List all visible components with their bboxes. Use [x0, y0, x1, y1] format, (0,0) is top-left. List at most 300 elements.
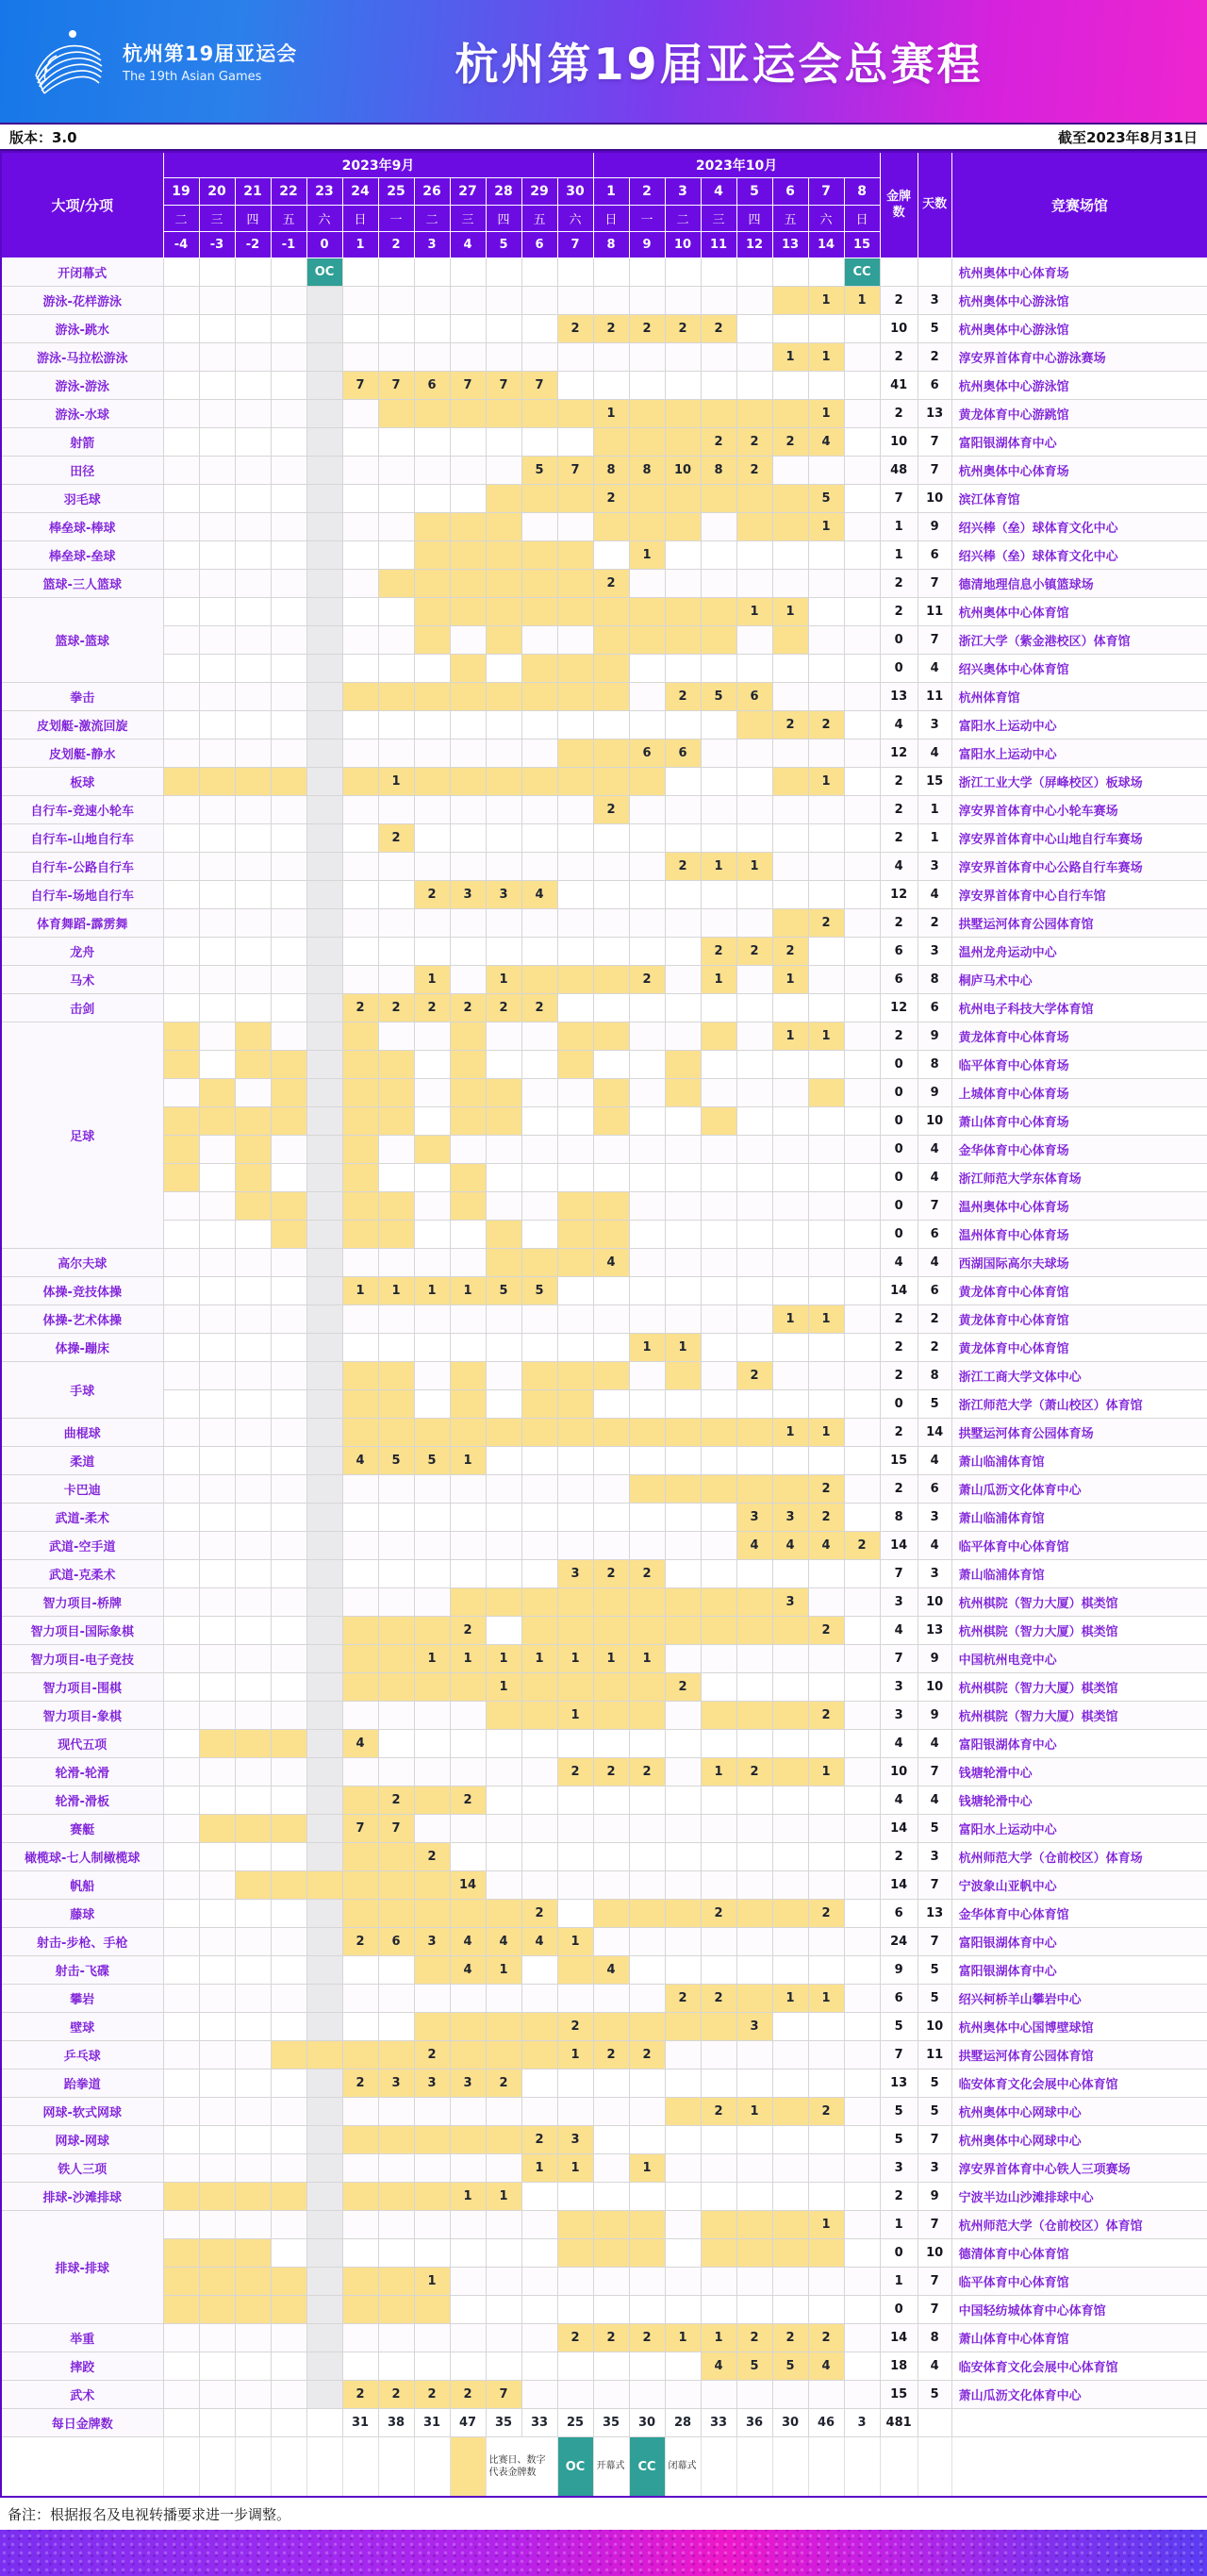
day-cell — [378, 2211, 414, 2239]
day-cell — [306, 683, 342, 711]
day-cell — [593, 2268, 629, 2296]
day-cell — [199, 1617, 235, 1645]
day-cell — [450, 287, 486, 315]
date-header: 30 — [557, 178, 593, 206]
day-cell — [378, 853, 414, 881]
day-cell — [521, 287, 557, 315]
day-cell — [486, 428, 521, 457]
day-cell — [772, 1956, 808, 1985]
date-header: 26 — [414, 178, 450, 206]
gold-count: 2 — [880, 1362, 918, 1390]
day-cell: 1 — [342, 1277, 378, 1305]
day-cell — [163, 1305, 199, 1334]
day-cell — [665, 1419, 701, 1447]
day-cell — [199, 2069, 235, 2098]
day-cell — [414, 1588, 450, 1617]
day-cell — [414, 853, 450, 881]
day-count: 5 — [918, 1815, 951, 1843]
day-cell — [701, 711, 736, 740]
day-cell — [844, 1956, 880, 1985]
day-cell — [521, 1362, 557, 1390]
day-cell — [521, 1617, 557, 1645]
venue-name: 萧山临浦体育馆 — [951, 1504, 1207, 1532]
table-body — [1, 258, 1207, 2498]
day-cell — [450, 1192, 486, 1221]
sport-name: 棒垒球-垒球 — [1, 541, 163, 570]
day-cell — [163, 1758, 199, 1787]
day-cell: 2 — [808, 1504, 844, 1532]
day-cell — [521, 1221, 557, 1249]
day-cell: 1 — [772, 1985, 808, 2013]
day-cell — [629, 2352, 665, 2381]
day-count: 13 — [918, 1900, 951, 1928]
day-cell — [521, 2352, 557, 2381]
day-cell — [808, 2239, 844, 2268]
day-cell — [414, 1192, 450, 1221]
day-cell: 1 — [808, 287, 844, 315]
day-cell — [450, 513, 486, 541]
sport-name: 赛艇 — [1, 1815, 163, 1843]
day-cell — [342, 400, 378, 428]
day-cell: 28 — [665, 2409, 701, 2437]
day-cell — [736, 1560, 772, 1588]
day-cell — [521, 343, 557, 372]
schedule-row — [1, 570, 1207, 598]
day-count: 4 — [918, 1249, 951, 1277]
schedule-row — [1, 1164, 1207, 1192]
day-cell — [271, 428, 306, 457]
day-cell: 4 — [342, 1730, 378, 1758]
day-cell — [736, 1871, 772, 1900]
day-cell: 2 — [665, 683, 701, 711]
day-cell — [629, 853, 665, 881]
day-cell — [342, 909, 378, 938]
gold-count: 6 — [880, 1900, 918, 1928]
day-cell: 2 — [808, 909, 844, 938]
day-count: 2 — [918, 1305, 951, 1334]
day-cell: 2 — [450, 994, 486, 1022]
day-cell — [450, 1164, 486, 1192]
day-cell — [593, 1447, 629, 1475]
day-cell — [235, 1504, 271, 1532]
day-cell — [271, 2013, 306, 2041]
day-cell: 1 — [772, 1305, 808, 1334]
day-cell — [450, 457, 486, 485]
date-header: 1 — [593, 178, 629, 206]
month-header: 2023年9月 — [163, 152, 593, 178]
schedule-row — [1, 1928, 1207, 1956]
day-cell — [665, 1871, 701, 1900]
day-cell — [701, 1419, 736, 1447]
day-cell — [557, 2268, 593, 2296]
day-cell — [486, 1079, 521, 1107]
sport-name: 现代五项 — [1, 1730, 163, 1758]
gold-count: 2 — [880, 570, 918, 598]
venue-name: 杭州奥体中心体育场 — [951, 258, 1207, 287]
day-cell — [701, 626, 736, 655]
day-cell — [701, 824, 736, 853]
day-cell — [163, 966, 199, 994]
day-cell — [521, 1305, 557, 1334]
day-cell — [521, 1702, 557, 1730]
day-cell — [235, 258, 271, 287]
day-cell — [306, 1900, 342, 1928]
schedule-row — [1, 1390, 1207, 1419]
day-cell — [808, 1730, 844, 1758]
day-cell — [342, 2013, 378, 2041]
day-cell — [271, 1673, 306, 1702]
day-cell — [665, 1588, 701, 1617]
day-cell: 1 — [772, 1419, 808, 1447]
day-cell — [378, 881, 414, 909]
weekday-header: 六 — [808, 206, 844, 232]
day-cell — [342, 1645, 378, 1673]
day-index-header: 7 — [557, 232, 593, 258]
day-cell — [235, 2098, 271, 2126]
sport-name: 自行车-公路自行车 — [1, 853, 163, 881]
day-cell — [486, 711, 521, 740]
day-cell — [665, 1956, 701, 1985]
day-cell — [306, 2211, 342, 2239]
schedule-row — [1, 1305, 1207, 1334]
day-cell — [163, 938, 199, 966]
day-cell — [701, 1560, 736, 1588]
day-cell — [593, 626, 629, 655]
sport-name: 曲棍球 — [1, 1419, 163, 1447]
day-count: 7 — [918, 570, 951, 598]
day-cell — [772, 485, 808, 513]
day-cell — [199, 485, 235, 513]
day-cell — [844, 1730, 880, 1758]
sport-name: 武术 — [1, 2381, 163, 2409]
day-cell — [844, 598, 880, 626]
day-cell — [665, 2381, 701, 2409]
day-cell — [701, 1730, 736, 1758]
day-cell — [665, 1928, 701, 1956]
day-cell — [593, 966, 629, 994]
day-cell — [665, 1277, 701, 1305]
day-cell — [342, 1249, 378, 1277]
day-cell — [486, 1305, 521, 1334]
day-cell — [342, 1702, 378, 1730]
day-cell — [521, 909, 557, 938]
day-cell — [450, 343, 486, 372]
day-cell — [701, 570, 736, 598]
day-cell — [414, 824, 450, 853]
venue-name: 杭州体育馆 — [951, 683, 1207, 711]
day-cell — [342, 1079, 378, 1107]
day-count: 4 — [918, 881, 951, 909]
day-cell — [808, 938, 844, 966]
day-cell — [163, 2013, 199, 2041]
day-cell: 2 — [414, 1843, 450, 1871]
day-cell: 2 — [450, 1787, 486, 1815]
day-cell — [521, 824, 557, 853]
day-cell — [163, 711, 199, 740]
day-cell: 33 — [701, 2409, 736, 2437]
day-cell — [557, 1871, 593, 1900]
schedule-row — [1, 541, 1207, 570]
day-cell — [772, 1673, 808, 1702]
day-cell — [593, 1985, 629, 2013]
day-cell — [378, 966, 414, 994]
day-cell — [701, 1532, 736, 1560]
day-cell — [378, 2126, 414, 2154]
day-cell: 3 — [557, 1560, 593, 1588]
day-cell — [414, 400, 450, 428]
venue-name: 德清地理信息小镇篮球场 — [951, 570, 1207, 598]
day-cell — [772, 768, 808, 796]
day-cell — [844, 1107, 880, 1136]
day-cell: 3 — [414, 2069, 450, 2098]
weekday-header: 三 — [199, 206, 235, 232]
day-cell — [235, 1985, 271, 2013]
day-index-header: 0 — [306, 232, 342, 258]
day-cell — [342, 626, 378, 655]
day-cell — [342, 343, 378, 372]
footnote: 备注：根据报名及电视转播要求进一步调整。 — [0, 2498, 1207, 2530]
day-cell: 3 — [450, 881, 486, 909]
day-cell: 5 — [521, 1277, 557, 1305]
day-cell — [772, 1787, 808, 1815]
date-header: 5 — [736, 178, 772, 206]
day-cell — [486, 655, 521, 683]
day-cell — [701, 2041, 736, 2069]
day-cell — [844, 2268, 880, 2296]
games-logo — [28, 26, 344, 96]
day-cell — [235, 1758, 271, 1787]
day-cell — [665, 570, 701, 598]
day-cell — [306, 2041, 342, 2069]
day-cell — [163, 994, 199, 1022]
day-cell: 1 — [486, 966, 521, 994]
gold-count: 2 — [880, 1334, 918, 1362]
day-cell: 2 — [701, 1985, 736, 2013]
gold-count: 5 — [880, 2013, 918, 2041]
date-header: 6 — [772, 178, 808, 206]
gold-count: 0 — [880, 1192, 918, 1221]
day-cell — [235, 994, 271, 1022]
gold-count: 7 — [880, 1560, 918, 1588]
day-cell — [629, 1390, 665, 1419]
day-cell — [521, 1871, 557, 1900]
day-cell — [414, 1475, 450, 1504]
day-cell — [629, 2098, 665, 2126]
day-cell — [199, 343, 235, 372]
day-cell — [271, 343, 306, 372]
day-cell — [235, 626, 271, 655]
day-cell — [271, 1051, 306, 1079]
schedule-row — [1, 2324, 1207, 2352]
day-cell — [342, 541, 378, 570]
day-cell — [557, 2211, 593, 2239]
day-cell — [199, 2352, 235, 2381]
day-cell — [199, 1787, 235, 1815]
day-cell — [736, 2183, 772, 2211]
schedule-row — [1, 1758, 1207, 1787]
day-cell — [593, 428, 629, 457]
legend-empty-cell — [701, 2437, 736, 2498]
day-cell — [199, 2239, 235, 2268]
day-count: 7 — [918, 2126, 951, 2154]
day-cell — [450, 1730, 486, 1758]
day-count: 4 — [918, 1447, 951, 1475]
day-cell — [665, 1305, 701, 1334]
day-cell — [378, 1956, 414, 1985]
gold-count: 18 — [880, 2352, 918, 2381]
day-cell — [736, 1277, 772, 1305]
venue-name: 拱墅运河体育公园体育场 — [951, 1419, 1207, 1447]
schedule-row — [1, 1985, 1207, 2013]
day-count — [918, 258, 951, 287]
day-cell — [736, 2296, 772, 2324]
day-cell — [342, 881, 378, 909]
day-cell — [235, 1588, 271, 1617]
day-cell — [629, 655, 665, 683]
day-cell — [450, 541, 486, 570]
day-cell — [163, 768, 199, 796]
day-cell: 2 — [450, 1617, 486, 1645]
day-cell — [378, 1475, 414, 1504]
gold-count: 0 — [880, 626, 918, 655]
day-cell — [701, 1617, 736, 1645]
day-cell: 2 — [593, 485, 629, 513]
day-cell — [593, 1192, 629, 1221]
day-cell: 1 — [521, 1645, 557, 1673]
day-cell — [521, 1192, 557, 1221]
day-cell — [163, 1843, 199, 1871]
day-cell — [521, 1815, 557, 1843]
day-cell — [844, 2324, 880, 2352]
day-cell — [736, 1475, 772, 1504]
gold-count: 13 — [880, 683, 918, 711]
date-header: 20 — [199, 178, 235, 206]
day-cell — [521, 541, 557, 570]
day-cell — [808, 1843, 844, 1871]
date-header: 19 — [163, 178, 199, 206]
day-cell — [772, 541, 808, 570]
day-cell: 1 — [808, 1985, 844, 2013]
gold-count: 1 — [880, 513, 918, 541]
venue-name: 温州体育中心体育场 — [951, 1221, 1207, 1249]
day-cell — [342, 1419, 378, 1447]
day-cell — [844, 796, 880, 824]
day-cell: 2 — [414, 2041, 450, 2069]
schedule-row — [1, 1107, 1207, 1136]
day-cell — [629, 287, 665, 315]
day-cell — [808, 2069, 844, 2098]
day-cell — [199, 2268, 235, 2296]
day-cell: 1 — [808, 1758, 844, 1787]
day-cell — [378, 1051, 414, 1079]
day-cell — [450, 909, 486, 938]
sport-name: 田径 — [1, 457, 163, 485]
day-cell — [629, 768, 665, 796]
day-cell — [557, 485, 593, 513]
day-cell — [808, 1673, 844, 1702]
day-cell — [414, 1504, 450, 1532]
day-cell — [235, 938, 271, 966]
day-cell — [486, 1843, 521, 1871]
day-cell — [665, 1221, 701, 1249]
day-cell — [163, 2183, 199, 2211]
sport-name: 羽毛球 — [1, 485, 163, 513]
gold-count: 14 — [880, 2324, 918, 2352]
decorative-strip — [0, 2530, 1207, 2576]
legend-empty-cell — [414, 2437, 450, 2498]
day-cell — [271, 2041, 306, 2069]
day-cell — [772, 1390, 808, 1419]
day-cell — [593, 2352, 629, 2381]
day-cell — [235, 909, 271, 938]
day-cell — [163, 1871, 199, 1900]
venue-name: 杭州电子科技大学体育馆 — [951, 994, 1207, 1022]
day-cell — [629, 513, 665, 541]
cutoff-label: 截至2023年8月31日 — [1057, 128, 1198, 146]
weekday-header: 四 — [235, 206, 271, 232]
schedule-row — [1, 1956, 1207, 1985]
day-cell — [271, 881, 306, 909]
day-cell — [701, 1192, 736, 1221]
day-cell — [271, 683, 306, 711]
day-cell — [414, 1136, 450, 1164]
day-cell: 3 — [844, 2409, 880, 2437]
day-count: 8 — [918, 1051, 951, 1079]
legend-empty-cell — [342, 2437, 378, 2498]
day-cell — [163, 2126, 199, 2154]
day-cell — [593, 1362, 629, 1390]
day-cell — [772, 1475, 808, 1504]
day-cell — [629, 2296, 665, 2324]
day-cell — [306, 2352, 342, 2381]
day-cell — [844, 485, 880, 513]
day-cell — [736, 1447, 772, 1475]
day-cell — [557, 881, 593, 909]
day-cell: 1 — [414, 966, 450, 994]
day-count: 2 — [918, 343, 951, 372]
day-cell — [199, 570, 235, 598]
day-cell — [593, 1871, 629, 1900]
day-cell — [235, 1702, 271, 1730]
sport-name: 智力项目-国际象棋 — [1, 1617, 163, 1645]
day-cell — [736, 1617, 772, 1645]
day-cell: 3 — [736, 1504, 772, 1532]
day-cell — [736, 513, 772, 541]
day-cell — [163, 315, 199, 343]
day-cell — [342, 315, 378, 343]
day-cell — [450, 1334, 486, 1362]
day-cell — [736, 1588, 772, 1617]
day-cell — [199, 796, 235, 824]
day-cell — [414, 1249, 450, 1277]
day-cell — [772, 1334, 808, 1362]
day-cell — [844, 428, 880, 457]
day-cell — [844, 2098, 880, 2126]
day-cell — [701, 1787, 736, 1815]
venue-name: 临平体育中心体育馆 — [951, 2268, 1207, 2296]
day-cell — [844, 2211, 880, 2239]
venue-name: 萧山临浦体育馆 — [951, 1560, 1207, 1588]
day-cell — [772, 2013, 808, 2041]
day-cell — [808, 796, 844, 824]
day-cell — [844, 1447, 880, 1475]
day-cell — [271, 768, 306, 796]
day-cell — [665, 1475, 701, 1504]
day-cell — [199, 1164, 235, 1192]
day-cell: 1 — [486, 2183, 521, 2211]
day-cell — [163, 2352, 199, 2381]
day-cell — [450, 2324, 486, 2352]
